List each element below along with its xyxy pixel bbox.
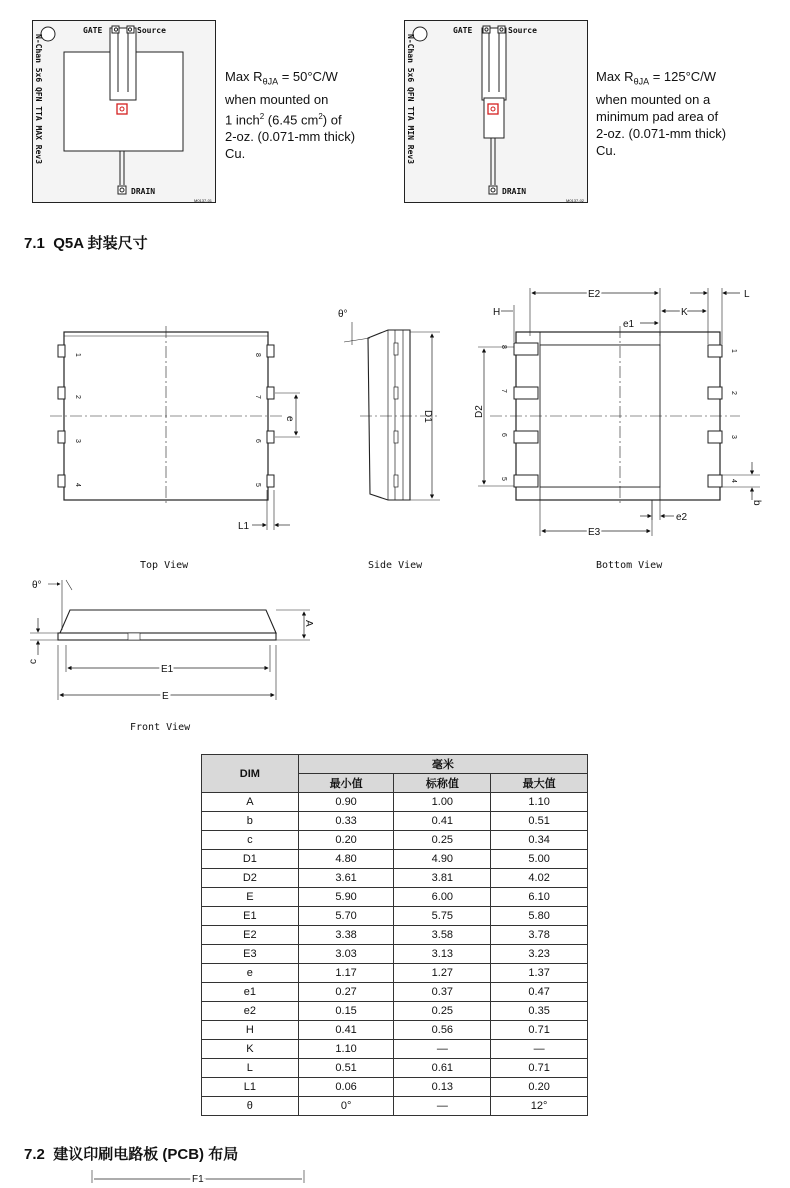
cell-dim: E bbox=[202, 888, 299, 907]
cell-nom: 3.13 bbox=[394, 945, 491, 964]
cell-dim: A bbox=[202, 793, 299, 812]
cell-dim: e bbox=[202, 964, 299, 983]
cell-min: 0.15 bbox=[298, 1002, 394, 1021]
cell-min: 0.51 bbox=[298, 1059, 394, 1078]
table-row bbox=[202, 831, 588, 850]
col-nom-header: 标称值 bbox=[394, 774, 491, 793]
thermal-board-max bbox=[32, 20, 217, 205]
table-row bbox=[202, 1002, 588, 1021]
cell-min: 3.61 bbox=[298, 869, 394, 888]
cell-nom: 3.58 bbox=[394, 926, 491, 945]
cell-nom: — bbox=[394, 1097, 491, 1116]
dim-K-label: K bbox=[681, 307, 688, 318]
col-min-header: 最小值 bbox=[298, 774, 394, 793]
table-row bbox=[202, 1040, 588, 1059]
pin-label: 1 bbox=[74, 353, 81, 357]
cell-dim: c bbox=[202, 831, 299, 850]
cell-dim: e2 bbox=[202, 1002, 299, 1021]
package-drawings bbox=[0, 270, 790, 740]
drain-label: DRAIN bbox=[502, 187, 527, 196]
dim-E1-label: E1 bbox=[161, 664, 174, 675]
table-row bbox=[202, 1021, 588, 1040]
cell-min: 0.33 bbox=[298, 812, 394, 831]
cell-nom: 0.25 bbox=[394, 1002, 491, 1021]
col-max-header: 最大值 bbox=[491, 774, 588, 793]
pin-label: 5 bbox=[254, 483, 261, 487]
cell-min: 0.41 bbox=[298, 1021, 394, 1040]
pin-label: 4 bbox=[74, 483, 81, 487]
package-drawings-svg bbox=[0, 270, 790, 740]
cell-dim: θ bbox=[202, 1097, 299, 1116]
cell-max: 4.02 bbox=[491, 869, 588, 888]
section-7-1-title: 7.1 Q5A 封装尺寸 bbox=[24, 235, 148, 252]
cell-nom: 0.13 bbox=[394, 1078, 491, 1097]
cell-min: 3.38 bbox=[298, 926, 394, 945]
cell-max: — bbox=[491, 1040, 588, 1059]
dimension-table-body bbox=[202, 793, 588, 1116]
thermal-note-min: Max $R_{\theta JA} = 125^\circ C/W$ when mounted on a minimum pad area of 2-oz. (0.071-mm thick) Cu. bbox=[596, 69, 727, 158]
pin-label: 8 bbox=[254, 353, 261, 357]
dim-E-label: E bbox=[162, 691, 169, 702]
cell-nom: 1.27 bbox=[394, 964, 491, 983]
dim-b-label: b bbox=[751, 500, 762, 506]
cell-min: 3.03 bbox=[298, 945, 394, 964]
dimension-table bbox=[201, 754, 588, 1116]
table-row bbox=[202, 983, 588, 1002]
dim-F1-label: F1 bbox=[192, 1174, 204, 1183]
cell-min: 5.90 bbox=[298, 888, 394, 907]
cell-max: 0.47 bbox=[491, 983, 588, 1002]
cell-max: 3.23 bbox=[491, 945, 588, 964]
cell-min: 0.27 bbox=[298, 983, 394, 1002]
cell-dim: L bbox=[202, 1059, 299, 1078]
cell-dim: e1 bbox=[202, 983, 299, 1002]
cell-min: 0° bbox=[298, 1097, 394, 1116]
dim-D2-label: D2 bbox=[474, 405, 485, 418]
dimension-table-wrapper bbox=[201, 754, 588, 1116]
cell-nom: 0.56 bbox=[394, 1021, 491, 1040]
top-view bbox=[50, 326, 300, 571]
cell-max: 5.80 bbox=[491, 907, 588, 926]
dim-e-label: e bbox=[284, 416, 295, 422]
pin-label: 8 bbox=[500, 345, 507, 349]
dim-L-label: L bbox=[744, 289, 750, 300]
table-row bbox=[202, 964, 588, 983]
thermal-note-max: Max $R_{\theta JA} = 50^\circ C/W$ when mounted on 1 inch$^2$ (6.45 $cm^2$) of 2-oz. (0.071-mm thick) Cu. bbox=[225, 69, 356, 161]
thermal-board-max-drawing bbox=[32, 20, 217, 205]
cell-max: 1.10 bbox=[491, 793, 588, 812]
cell-nom: 0.41 bbox=[394, 812, 491, 831]
dim-c-label: c bbox=[28, 659, 39, 664]
cell-dim: E3 bbox=[202, 945, 299, 964]
cell-dim: D1 bbox=[202, 850, 299, 869]
front-view-label: Front View bbox=[130, 722, 191, 733]
cell-nom: 6.00 bbox=[394, 888, 491, 907]
cell-max: 1.37 bbox=[491, 964, 588, 983]
table-row bbox=[202, 1078, 588, 1097]
cell-min: 5.70 bbox=[298, 907, 394, 926]
cell-max: 0.51 bbox=[491, 812, 588, 831]
pin-label: 7 bbox=[500, 389, 507, 393]
cell-max: 0.35 bbox=[491, 1002, 588, 1021]
pin-label: 2 bbox=[74, 395, 81, 399]
dim-D1-label: D1 bbox=[422, 410, 433, 423]
device-marker-icon bbox=[488, 104, 498, 114]
source-label: Source bbox=[508, 26, 537, 35]
cell-min: 0.90 bbox=[298, 793, 394, 812]
dim-theta-front-label: θ° bbox=[32, 580, 42, 591]
table-row bbox=[202, 812, 588, 831]
gate-label: GATE bbox=[83, 26, 103, 35]
cell-max: 0.20 bbox=[491, 1078, 588, 1097]
board-revision-text: N-Chan 5x6 QFN TTA MIN Rev3 bbox=[406, 34, 415, 165]
cell-nom: — bbox=[394, 1040, 491, 1059]
dim-A-label: A bbox=[303, 620, 314, 627]
pin-label: 6 bbox=[500, 433, 507, 437]
pin-label: 7 bbox=[254, 395, 261, 399]
source-label: Source bbox=[137, 26, 166, 35]
cell-max: 0.34 bbox=[491, 831, 588, 850]
pin-label: 6 bbox=[254, 439, 261, 443]
gate-label: GATE bbox=[453, 26, 473, 35]
cell-max: 12° bbox=[491, 1097, 588, 1116]
table-row bbox=[202, 869, 588, 888]
cell-dim: H bbox=[202, 1021, 299, 1040]
cell-dim: E2 bbox=[202, 926, 299, 945]
table-row bbox=[202, 1097, 588, 1116]
dim-H-label: H bbox=[493, 307, 501, 318]
figure-id: M0137-02 bbox=[566, 198, 585, 203]
pin-label: 2 bbox=[730, 391, 737, 395]
cell-nom: 0.37 bbox=[394, 983, 491, 1002]
cell-dim: E1 bbox=[202, 907, 299, 926]
cell-min: 0.06 bbox=[298, 1078, 394, 1097]
pin-label: 1 bbox=[730, 349, 737, 353]
cell-max: 0.71 bbox=[491, 1059, 588, 1078]
drain-label: DRAIN bbox=[131, 187, 156, 196]
section-7-2-title: 7.2 建议印刷电路板 (PCB) 布局 bbox=[24, 1146, 239, 1163]
dim-theta-label: θ° bbox=[338, 309, 348, 320]
cell-max: 3.78 bbox=[491, 926, 588, 945]
pin-label: 5 bbox=[500, 477, 507, 481]
cell-nom: 5.75 bbox=[394, 907, 491, 926]
pcb-layout-fragment bbox=[80, 1170, 320, 1183]
side-view-label: Side View bbox=[368, 560, 423, 571]
cell-min: 1.10 bbox=[298, 1040, 394, 1059]
pcb-dim-svg bbox=[80, 1170, 320, 1183]
pin-label: 4 bbox=[730, 479, 737, 483]
front-view bbox=[28, 580, 314, 733]
cell-max: 0.71 bbox=[491, 1021, 588, 1040]
cell-dim: b bbox=[202, 812, 299, 831]
cell-min: 1.17 bbox=[298, 964, 394, 983]
cell-min: 0.20 bbox=[298, 831, 394, 850]
unit-header: 毫米 bbox=[298, 755, 587, 774]
pin-label: 3 bbox=[730, 435, 737, 439]
cell-min: 4.80 bbox=[298, 850, 394, 869]
dim-E2-label: E2 bbox=[588, 289, 601, 300]
side-view bbox=[338, 309, 440, 571]
thermal-board-min-drawing bbox=[404, 20, 589, 205]
cell-nom: 0.61 bbox=[394, 1059, 491, 1078]
thermal-board-min bbox=[404, 20, 589, 205]
figure-id: M0137-01 bbox=[194, 198, 213, 203]
bottom-view bbox=[474, 288, 762, 571]
cell-nom: 0.25 bbox=[394, 831, 491, 850]
cell-nom: 4.90 bbox=[394, 850, 491, 869]
table-row bbox=[202, 850, 588, 869]
bottom-view-label: Bottom View bbox=[596, 560, 663, 571]
table-row bbox=[202, 926, 588, 945]
dim-E3-label: E3 bbox=[588, 527, 601, 538]
cell-dim: K bbox=[202, 1040, 299, 1059]
table-row bbox=[202, 888, 588, 907]
table-row bbox=[202, 907, 588, 926]
cell-nom: 3.81 bbox=[394, 869, 491, 888]
dim-L1-label: L1 bbox=[238, 521, 250, 532]
top-view-label: Top View bbox=[140, 560, 189, 571]
table-row bbox=[202, 1059, 588, 1078]
col-dim-header: DIM bbox=[202, 755, 299, 793]
cell-max: 5.00 bbox=[491, 850, 588, 869]
table-row bbox=[202, 945, 588, 964]
cell-nom: 1.00 bbox=[394, 793, 491, 812]
dim-e1-label: e1 bbox=[623, 319, 635, 330]
dim-e2-label: e2 bbox=[676, 512, 688, 523]
device-marker-icon bbox=[117, 104, 127, 114]
cell-dim: L1 bbox=[202, 1078, 299, 1097]
table-row bbox=[202, 793, 588, 812]
pin-label: 3 bbox=[74, 439, 81, 443]
cell-max: 6.10 bbox=[491, 888, 588, 907]
board-revision-text: N-Chan 5x6 QFN TTA MAX Rev3 bbox=[34, 34, 43, 165]
cell-dim: D2 bbox=[202, 869, 299, 888]
